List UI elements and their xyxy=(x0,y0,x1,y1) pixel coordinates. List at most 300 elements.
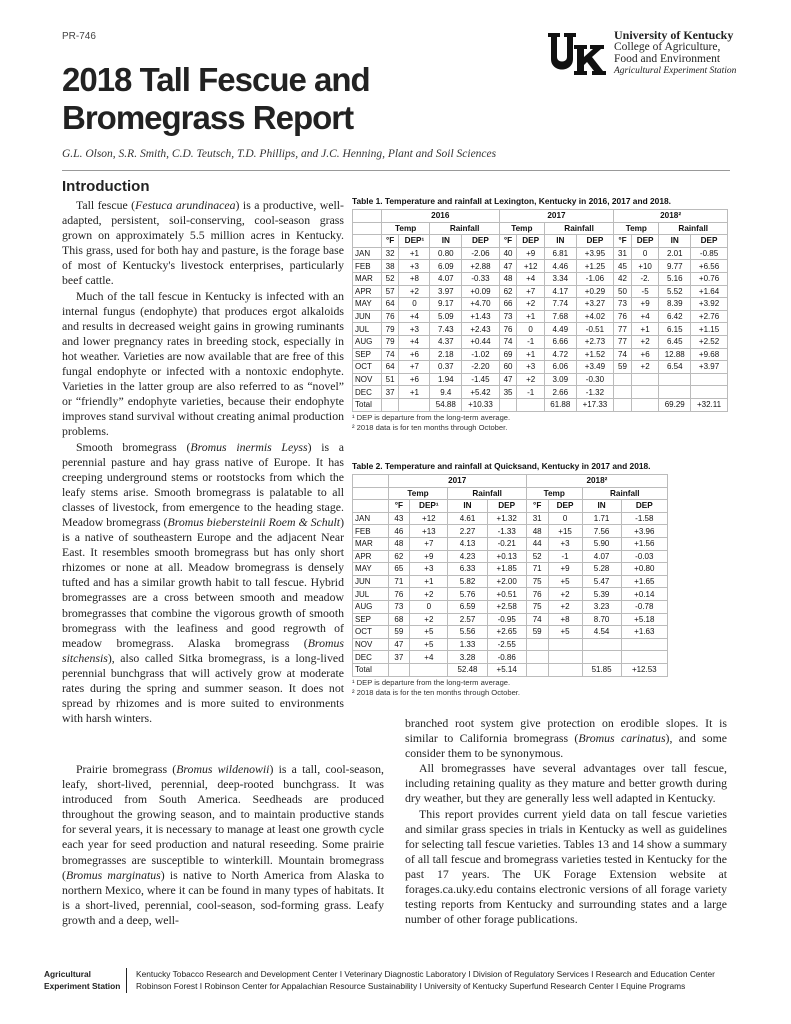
table-cell: 73 xyxy=(614,298,632,311)
table-row xyxy=(353,272,728,285)
table-cell: +0.13 xyxy=(487,550,526,563)
table-cell: -1.32 xyxy=(576,386,614,399)
document-id: PR-746 xyxy=(62,31,96,42)
table-cell: 64 xyxy=(381,298,399,311)
table-cell: -2.55 xyxy=(487,638,526,651)
table-cell xyxy=(548,638,582,651)
paragraph-text: branched root system give protection on erodible slopes. It is similar to California bromegrass ( xyxy=(405,716,727,746)
table-cell xyxy=(548,651,582,664)
table-cell: 4.61 xyxy=(448,512,487,525)
table-cell: +2 xyxy=(410,613,448,626)
intro-left-column-continued xyxy=(62,762,384,928)
table-cell: -1.06 xyxy=(576,272,614,285)
table-month-cell: JUL xyxy=(353,323,382,336)
table-cell: 12.88 xyxy=(659,348,691,361)
table-cell: 51.85 xyxy=(582,663,621,676)
table-cell: 45 xyxy=(614,260,632,273)
table-cell: -1.58 xyxy=(621,512,667,525)
table-corner-cell xyxy=(353,222,382,235)
table-cell: -0.95 xyxy=(487,613,526,626)
table-cell: +12 xyxy=(517,260,545,273)
table-cell: -2.20 xyxy=(462,361,500,374)
table-sub-header: °F xyxy=(499,235,517,248)
table-cell: -2.06 xyxy=(462,247,500,260)
table-cell: +4.70 xyxy=(462,298,500,311)
table-cell xyxy=(582,651,621,664)
table-sub-header: DEP xyxy=(691,235,728,248)
table-cell: +2 xyxy=(410,588,448,601)
table-cell: 0 xyxy=(410,600,448,613)
table-header-row xyxy=(353,210,728,223)
intro-paragraph xyxy=(62,198,344,289)
table-cell: +5 xyxy=(548,575,582,588)
table-cell: 3.28 xyxy=(448,651,487,664)
table-month-cell: DEC xyxy=(353,651,389,664)
table-cell: 6.66 xyxy=(544,335,576,348)
intro-left-column xyxy=(62,198,344,726)
table-cell: +1 xyxy=(399,386,430,399)
paragraph-text: ) is a productive, well-adapted, persistent, soil-conserving, cool-season grass grown on approximately 5.5 million acres in Kentucky. This grass, used for both hay and pasture, is the forage base of most of Kentucky's livestock enterprises, particularly beef cattle. xyxy=(62,198,344,288)
table-cell: +2 xyxy=(517,298,545,311)
table-cell: +2.88 xyxy=(462,260,500,273)
species-name: Bromus wildenowii xyxy=(176,762,270,776)
table-cell xyxy=(582,638,621,651)
table-month-cell: MAY xyxy=(353,298,382,311)
table-sub-header: IN xyxy=(582,500,621,513)
table-cell: 2.57 xyxy=(448,613,487,626)
table-cell: 7.68 xyxy=(544,310,576,323)
footer-label-line-1: Agricultural xyxy=(44,969,91,979)
table-corner-cell xyxy=(353,500,389,513)
species-name: Bromus carinatus xyxy=(578,731,666,746)
table-cell: +17.33 xyxy=(576,398,614,411)
table-cell: +0.76 xyxy=(691,272,728,285)
table-cell: +32.11 xyxy=(691,398,728,411)
table-group-header: Rainfall xyxy=(448,487,526,500)
table-cell xyxy=(381,398,399,411)
table-cell: 5.56 xyxy=(448,626,487,639)
table-cell: +3 xyxy=(399,323,430,336)
table-row xyxy=(353,638,668,651)
footer-line-1: Kentucky Tobacco Research and Development Center I Veterinary Diagnostic Laboratory I Division of Regulatory Services I Research and Education Center xyxy=(136,969,715,979)
table-group-header: Rainfall xyxy=(430,222,499,235)
table-cell: +12.53 xyxy=(621,663,667,676)
table-cell: -1 xyxy=(517,386,545,399)
table-row xyxy=(353,525,668,538)
table-cell: 71 xyxy=(388,575,410,588)
table-cell: +3.97 xyxy=(691,361,728,374)
table-corner-cell xyxy=(353,475,389,488)
table2-footnote-2: ² 2018 data is for the ten months through October. xyxy=(352,687,521,697)
report-title xyxy=(62,61,482,137)
table-cell: 79 xyxy=(381,335,399,348)
table-cell: 6.09 xyxy=(430,260,462,273)
table-cell: 8.39 xyxy=(659,298,691,311)
table-year-header: 2017 xyxy=(499,210,613,223)
table-cell: -1 xyxy=(548,550,582,563)
table-month-cell: FEB xyxy=(353,260,382,273)
table-cell: 75 xyxy=(526,575,548,588)
table-cell: 51 xyxy=(381,373,399,386)
table-cell xyxy=(526,663,548,676)
table-cell xyxy=(691,373,728,386)
table-cell: 4.49 xyxy=(544,323,576,336)
table-cell: +4 xyxy=(399,335,430,348)
table-cell: +1.52 xyxy=(576,348,614,361)
table-cell: 6.81 xyxy=(544,247,576,260)
table-cell: 75 xyxy=(526,600,548,613)
table-cell: 61.88 xyxy=(544,398,576,411)
table-cell: +2.76 xyxy=(691,310,728,323)
table-cell: 46 xyxy=(388,525,410,538)
table-group-header: Temp xyxy=(499,222,544,235)
table-cell: +0.51 xyxy=(487,588,526,601)
table-sub-header: °F xyxy=(614,235,632,248)
table-month-cell: JUL xyxy=(353,588,389,601)
table-cell: 3.23 xyxy=(582,600,621,613)
intro-paragraph xyxy=(62,762,384,928)
table-row xyxy=(353,563,668,576)
table-cell: +1 xyxy=(399,247,430,260)
introduction-heading: Introduction xyxy=(62,178,150,195)
table-cell: 8.70 xyxy=(582,613,621,626)
table-cell: -1.33 xyxy=(487,525,526,538)
table-cell: +5 xyxy=(410,626,448,639)
table-row xyxy=(353,335,728,348)
table-cell: +8 xyxy=(399,272,430,285)
table-group-header: Temp xyxy=(614,222,659,235)
paragraph-text: ), and some consider them to be synonymous. xyxy=(405,731,727,761)
table-cell: +2 xyxy=(631,361,659,374)
table-cell: 7.56 xyxy=(582,525,621,538)
table-corner-cell xyxy=(353,210,382,223)
table-cell: +1.85 xyxy=(487,563,526,576)
table-sub-header: °F xyxy=(526,500,548,513)
table-sub-header: IN xyxy=(544,235,576,248)
table-cell: +6 xyxy=(399,348,430,361)
table-cell: 1.33 xyxy=(448,638,487,651)
table-cell: +12 xyxy=(410,512,448,525)
table-row xyxy=(353,247,728,260)
intro-paragraph-right xyxy=(405,716,727,761)
table-year-header: 2018² xyxy=(614,210,728,223)
table-cell: 42 xyxy=(614,272,632,285)
table-cell: 62 xyxy=(499,285,517,298)
table-cell: +7 xyxy=(517,285,545,298)
table-cell: 59 xyxy=(388,626,410,639)
table-row xyxy=(353,260,728,273)
table-cell: 43 xyxy=(388,512,410,525)
table-cell: +3.92 xyxy=(691,298,728,311)
table-cell: +9 xyxy=(410,550,448,563)
table-year-header: 2018² xyxy=(526,475,667,488)
table-month-cell: AUG xyxy=(353,600,389,613)
table-cell: +1.65 xyxy=(621,575,667,588)
table-sub-header: DEP xyxy=(548,500,582,513)
table-cell: 4.37 xyxy=(430,335,462,348)
table-cell: +5.42 xyxy=(462,386,500,399)
table-cell xyxy=(526,651,548,664)
table-cell: +0.80 xyxy=(621,563,667,576)
table-cell: +2.73 xyxy=(576,335,614,348)
intro-paragraph xyxy=(62,289,344,440)
table2-caption: Table 2. Temperature and rainfall at Quicksand, Kentucky in 2017 and 2018. xyxy=(352,461,651,471)
table-cell: 48 xyxy=(388,537,410,550)
table-group-header: Temp xyxy=(388,487,448,500)
table-cell: +6 xyxy=(399,373,430,386)
table-sub-header: °F xyxy=(388,500,410,513)
species-name: Bromus inermis Leyss xyxy=(190,439,308,454)
table-cell: 74 xyxy=(614,348,632,361)
table-month-cell: JAN xyxy=(353,512,389,525)
table-cell: +1.63 xyxy=(621,626,667,639)
table-cell: 0 xyxy=(517,323,545,336)
table-cell: -0.78 xyxy=(621,600,667,613)
table-cell xyxy=(614,373,632,386)
table-cell: 6.45 xyxy=(659,335,691,348)
table-cell: +2 xyxy=(631,335,659,348)
footer-units xyxy=(136,968,776,992)
table-cell: +1.43 xyxy=(462,310,500,323)
table-cell: +4 xyxy=(410,651,448,664)
table-month-cell: OCT xyxy=(353,361,382,374)
table-cell: 4.13 xyxy=(448,537,487,550)
table-cell: 5.47 xyxy=(582,575,621,588)
table-cell: -0.03 xyxy=(621,550,667,563)
table-cell: +1 xyxy=(410,575,448,588)
table-group-header: Rainfall xyxy=(544,222,613,235)
table-cell: -5 xyxy=(631,285,659,298)
table-cell: -1.02 xyxy=(462,348,500,361)
table-cell: +2 xyxy=(548,600,582,613)
table-cell xyxy=(621,651,667,664)
table-row xyxy=(353,512,668,525)
table-sub-header: °F xyxy=(381,235,399,248)
table-cell: 68 xyxy=(388,613,410,626)
table-cell: 5.28 xyxy=(582,563,621,576)
table-month-cell: MAR xyxy=(353,537,389,550)
table-cell: 5.82 xyxy=(448,575,487,588)
table-cell: +9 xyxy=(548,563,582,576)
table-cell: 54.88 xyxy=(430,398,462,411)
table-sub-header: DEP xyxy=(631,235,659,248)
table-month-cell: JUN xyxy=(353,310,382,323)
paragraph-text: Smooth bromegrass ( xyxy=(76,439,191,454)
header-divider xyxy=(62,170,730,171)
table-cell: +1 xyxy=(517,310,545,323)
table-cell: 52 xyxy=(381,272,399,285)
table-cell xyxy=(691,386,728,399)
table-cell: 59 xyxy=(526,626,548,639)
table-cell: 6.54 xyxy=(659,361,691,374)
table-cell: +4 xyxy=(399,310,430,323)
table-sub-header: DEP xyxy=(576,235,614,248)
table-cell: +3.27 xyxy=(576,298,614,311)
table-month-cell: DEC xyxy=(353,386,382,399)
table-cell xyxy=(388,663,410,676)
table-month-cell: JUN xyxy=(353,575,389,588)
table-cell: 7.74 xyxy=(544,298,576,311)
table-header-row xyxy=(353,235,728,248)
paragraph-text: Much of the tall fescue in Kentucky is infected with an internal fungus (endophyte) that produces ergot alkaloids and results in decreased weight gains in growing ruminants and lower pregnancy rates in breeding stock, especially in hot weather. Varieties are now available that are free of this fungal endophyte or infected with a nontoxic endophyte. Varieties in the latter group are also referred to as “novel” or “friendly” endophyte varieties, because their endophyte improves stand survival without creating animal production problems. xyxy=(62,288,344,439)
table-cell: 40 xyxy=(499,247,517,260)
table-cell: 7.43 xyxy=(430,323,462,336)
table-cell: +3.96 xyxy=(621,525,667,538)
table-row xyxy=(353,386,728,399)
table-cell xyxy=(499,398,517,411)
table-cell: 9.4 xyxy=(430,386,462,399)
table-cell: 6.06 xyxy=(544,361,576,374)
table-cell: 5.39 xyxy=(582,588,621,601)
table-cell: 73 xyxy=(499,310,517,323)
paragraph-text: Prairie bromegrass ( xyxy=(76,762,177,776)
table-cell: -0.21 xyxy=(487,537,526,550)
table-cell: 69 xyxy=(499,348,517,361)
paragraph-text: ) is a native of southeastern Europe and the adjacent Near East. It resembles smooth bromegrass but has only short rhizomes or none at all. Meadow bromegrass is densely tufted and has a similar growth habit to tall fescue. Hybrid bromegrasses are a cross between smooth and meadow bromegrasses that combine the vigorous growth of smooth bromegrass with the leafiness and good regrowth of meadow bromegrass. Alaska bromegrass ( xyxy=(62,514,344,650)
table-cell: +10 xyxy=(631,260,659,273)
table-cell: 9.17 xyxy=(430,298,462,311)
intro-paragraph xyxy=(62,440,344,727)
table-month-cell: Total xyxy=(353,398,382,411)
table-cell xyxy=(517,398,545,411)
table-cell: 4.46 xyxy=(544,260,576,273)
paragraph-text: This report provides current yield data on tall fescue varieties and similar grass species in trials in Kentucky as well as guidelines for selecting tall fescue varieties. Tables 13 and 14 show a summary of all tall fescue and bromegrass varieties tested in Kentucky for the past 17 years. The UK Forage Extension website at forages.ca.uky.edu contains electronic versions of all forage variety testing reports from Kentucky and surrounding states and a large number of other forage publications. xyxy=(405,806,727,927)
table2-footnote-1: ¹ DEP is departure from the long-term average. xyxy=(352,677,511,687)
table-cell: 4.54 xyxy=(582,626,621,639)
table-cell: 5.52 xyxy=(659,285,691,298)
table-year-header: 2017 xyxy=(388,475,526,488)
table-cell: 3.09 xyxy=(544,373,576,386)
table-cell: +4.02 xyxy=(576,310,614,323)
table-cell: 31 xyxy=(614,247,632,260)
table-cell: +0.09 xyxy=(462,285,500,298)
table-cell xyxy=(526,638,548,651)
table-sub-header: DEP xyxy=(517,235,545,248)
station-name: Agricultural Experiment Station xyxy=(614,66,737,76)
table-cell: 48 xyxy=(526,525,548,538)
table-cell: +7 xyxy=(410,537,448,550)
table-cell: 6.15 xyxy=(659,323,691,336)
table-cell xyxy=(631,386,659,399)
table-cell: 76 xyxy=(526,588,548,601)
table-cell xyxy=(659,386,691,399)
table-row xyxy=(353,663,668,676)
table-cell: +1 xyxy=(517,348,545,361)
table-cell: 4.07 xyxy=(582,550,621,563)
table-cell: 77 xyxy=(614,335,632,348)
table-cell: 52 xyxy=(526,550,548,563)
paragraph-text: ) is a perennial pasture and hay grass native of Europe. It has creeping underground stems or rootstocks from which the leafy stems arise. Smooth bromegrass is palatable to all classes of livestock, from emergence to the heading stage. Meadow bromegrass ( xyxy=(62,439,344,529)
table-group-header: Temp xyxy=(381,222,430,235)
table-row xyxy=(353,651,668,664)
table-cell: -1.45 xyxy=(462,373,500,386)
table-cell xyxy=(614,398,632,411)
table-cell: +0.14 xyxy=(621,588,667,601)
table-cell: +2 xyxy=(399,285,430,298)
table-cell: 5.16 xyxy=(659,272,691,285)
authors-line: G.L. Olson, S.R. Smith, C.D. Teutsch, T.D. Phillips, and J.C. Henning, Plant and Soil Sciences xyxy=(62,148,497,160)
table-header-row xyxy=(353,500,668,513)
table-cell xyxy=(631,373,659,386)
table-month-cell: AUG xyxy=(353,335,382,348)
table-cell: 69.29 xyxy=(659,398,691,411)
table-cell xyxy=(621,638,667,651)
table1 xyxy=(352,209,728,412)
table-cell: +6.56 xyxy=(691,260,728,273)
table-month-cell: MAY xyxy=(353,563,389,576)
university-name: University of Kentucky xyxy=(614,28,734,42)
table-month-cell: NOV xyxy=(353,373,382,386)
table-cell: 60 xyxy=(499,361,517,374)
table-cell: +3.49 xyxy=(576,361,614,374)
table-cell: 2.01 xyxy=(659,247,691,260)
table-row xyxy=(353,298,728,311)
intro-paragraph-right xyxy=(405,761,727,806)
table-cell: 77 xyxy=(614,323,632,336)
table-cell: -0.33 xyxy=(462,272,500,285)
table-sub-header: DEP xyxy=(487,500,526,513)
table-cell: 37 xyxy=(381,386,399,399)
table-cell: 50 xyxy=(614,285,632,298)
table-cell: -0.85 xyxy=(691,247,728,260)
table-cell: 4.17 xyxy=(544,285,576,298)
table-cell: 4.07 xyxy=(430,272,462,285)
table-cell: 74 xyxy=(381,348,399,361)
table-cell: +1 xyxy=(631,323,659,336)
title-line-1: 2018 Tall Fescue and xyxy=(62,61,370,98)
table-cell: +1.25 xyxy=(576,260,614,273)
table-row xyxy=(353,285,728,298)
table-cell xyxy=(548,663,582,676)
table-sub-header: DEP¹ xyxy=(399,235,430,248)
table-cell: 0 xyxy=(631,247,659,260)
table-cell: 73 xyxy=(388,600,410,613)
table-cell: 44 xyxy=(526,537,548,550)
table-header-row xyxy=(353,487,668,500)
table-cell: +2 xyxy=(548,588,582,601)
table-cell: 35 xyxy=(499,386,517,399)
table-header-row xyxy=(353,475,668,488)
table-row xyxy=(353,613,668,626)
table-sub-header: IN xyxy=(448,500,487,513)
table-cell: +15 xyxy=(548,525,582,538)
table-cell: 38 xyxy=(381,260,399,273)
college-line-1: College of Agriculture, xyxy=(614,41,721,53)
table-row xyxy=(353,588,668,601)
table-cell: +1.56 xyxy=(621,537,667,550)
table1-footnote-2: ² 2018 data is for ten months through October. xyxy=(352,422,508,432)
table-cell: +5 xyxy=(548,626,582,639)
table-month-cell: SEP xyxy=(353,613,389,626)
table2-block xyxy=(352,461,692,698)
table-cell: +4 xyxy=(517,272,545,285)
table1-block xyxy=(352,196,732,433)
table-cell: +3 xyxy=(410,563,448,576)
table-cell: 1.94 xyxy=(430,373,462,386)
table-row xyxy=(353,361,728,374)
table-cell: 74 xyxy=(499,335,517,348)
table-cell: +6 xyxy=(631,348,659,361)
uk-logo xyxy=(546,31,608,77)
table-cell: +3 xyxy=(399,260,430,273)
table-cell: +10.33 xyxy=(462,398,500,411)
table-cell: 47 xyxy=(388,638,410,651)
footer-label-line-2: Experiment Station xyxy=(44,981,121,991)
table-cell: 6.42 xyxy=(659,310,691,323)
table-row xyxy=(353,600,668,613)
table-cell: 37 xyxy=(388,651,410,664)
table-cell: 65 xyxy=(388,563,410,576)
